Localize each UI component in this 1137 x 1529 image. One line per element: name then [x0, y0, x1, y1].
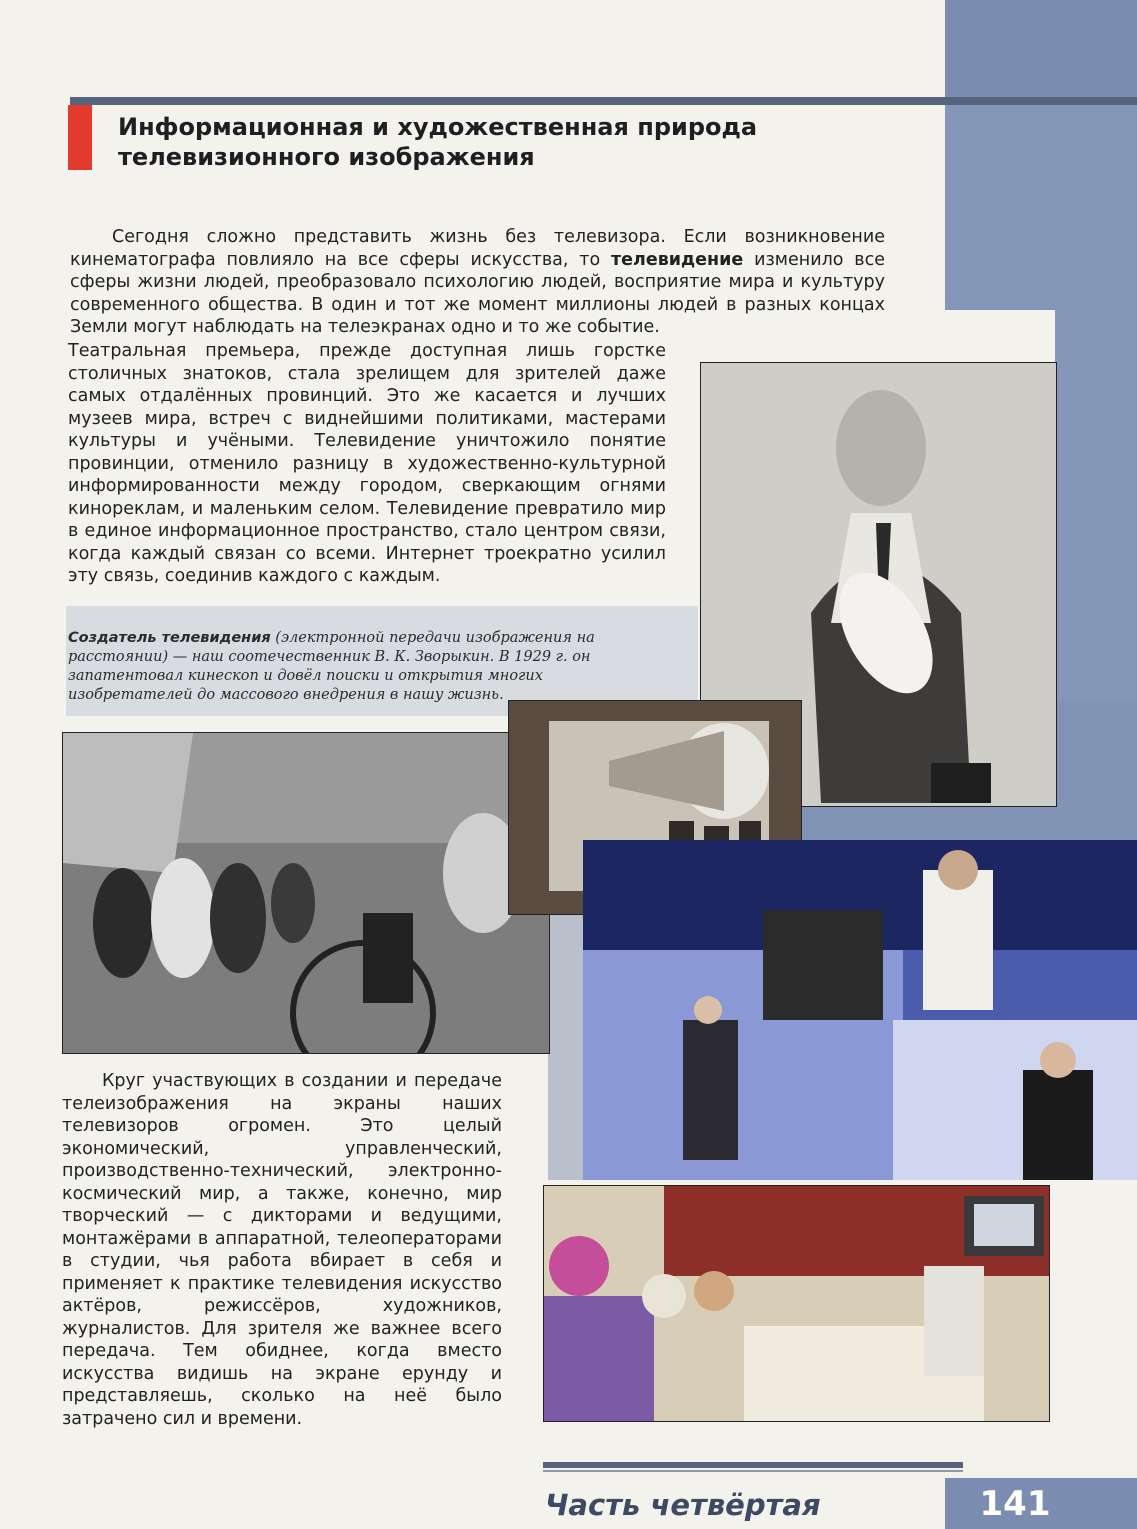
intro-text-continued: изменило все сферы жизни людей, преобразовало психологию людей, восприятие мира и культуру современного общества. В один и тот же момент миллионы людей в разных концах Земли могут наблюдать на телеэкранах одно и то же событие. — [70, 249, 885, 337]
decorative-band — [945, 0, 1137, 98]
caption-text: (электронной передачи изображения на расстоянии) — наш соотечественник В. К. Зворыкин. В 1929 г. он запатентовал кинескоп и довёл поиски и открытия многих изобретателей до массового внедрения в нашу жизнь. — [68, 629, 595, 703]
intro-paragraph — [70, 226, 885, 339]
caption-lead: Создатель телевидения — [68, 629, 271, 646]
tv-studio-photo — [583, 840, 1137, 1180]
decorative-band — [945, 98, 1137, 310]
header-rule — [70, 97, 1137, 105]
photo-caption — [68, 629, 668, 705]
intro-text: Сегодня сложно представить жизнь без телевизора. Если возникновение кинематографа повлияло на все сферы искусства, то — [70, 227, 885, 270]
term-television: телевидение — [611, 249, 744, 270]
historical-tv-broadcast-photo — [62, 732, 550, 1054]
page-number: 141 — [979, 1484, 1051, 1524]
page-title: Информационная и художественная природа телевизионного изображения — [118, 113, 758, 171]
body-paragraph: Круг участвующих в создании и передаче телеизображения на экраны наших телевизоров огромен. Это целый экономический, управленческий, производственно-технический, электронно-космический мир, а также, конечно, мир творческий — с дикторами и ведущими, монтажёрами в аппаратной, телеоператорами в студии, чья работа вбирает в себя и применяет к практике телевидения искусство актёров, режиссёров, художников, журналистов. Для зрителя же важнее всего передача. Тем обиднее, когда вместо искусства видишь на экране ерунду и представляешь, сколько на неё было затрачено сил и времени. — [62, 1071, 502, 1429]
footer-rule — [543, 1470, 963, 1472]
header-accent-bar — [68, 105, 92, 170]
family-watching-tv-photo — [543, 1185, 1050, 1422]
footer-rule — [543, 1462, 963, 1468]
part-label: Часть четвёртая — [545, 1488, 821, 1522]
body-paragraph: Театральная премьера, прежде доступная лишь горстке столичных знатоков, стала зрелищем для зрителей даже самых отдалённых провинций. Это же касается и лучших музеев мира, встреч с виднейшими политиками, мастерами культуры и учёными. Телевидение уничтожило понятие провинции, отменило разницу в художественно-культурной информированности между городом, сверкающим огнями кинореклам, и маленьким селом. Телевидение превратило мир в единое информационное пространство, стало центром связи, когда каждый связан со всеми. Интернет троекратно усилил эту связь, соединив каждого с каждым. — [68, 341, 666, 586]
